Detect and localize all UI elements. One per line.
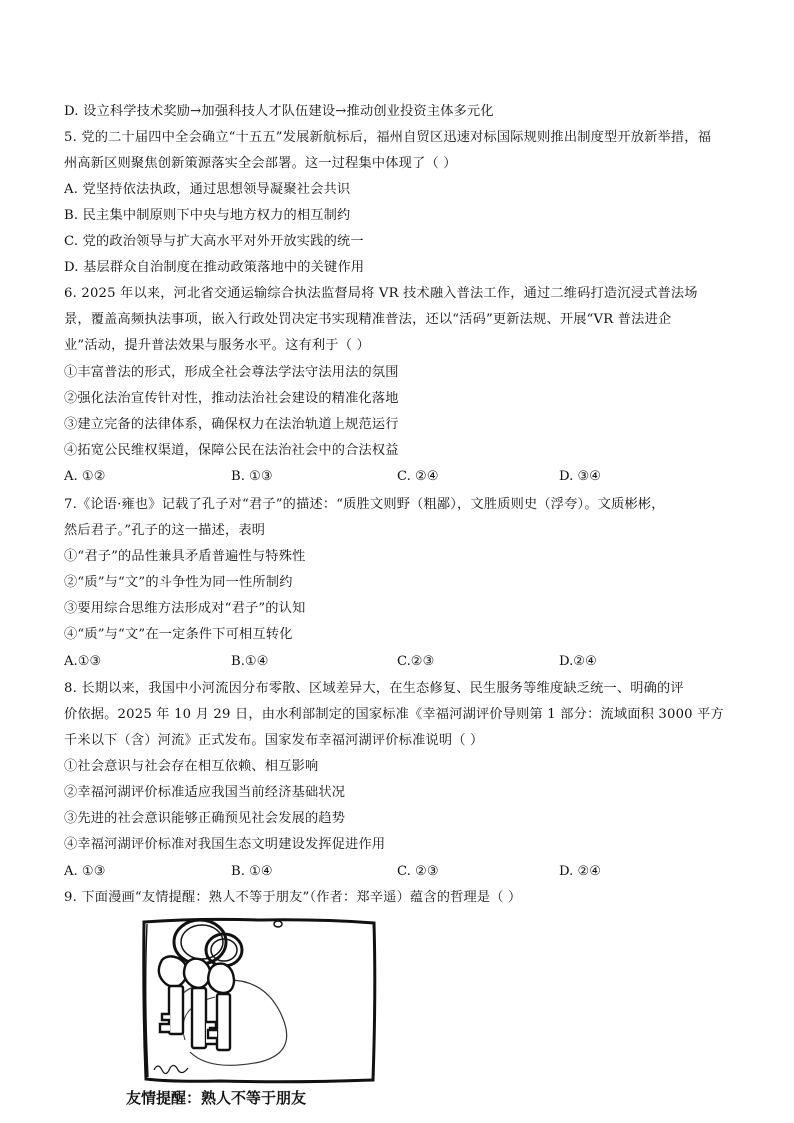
q8-stem-line-3: 千米以下（含）河流》正式发布。国家发布幸福河湖评价标准说明（ ） <box>64 733 484 748</box>
q7-choices <box>64 652 730 672</box>
q6-choice-c: C. ②④ <box>397 469 439 484</box>
q5-stem-line-1: 5. 党的二十届四中全会确立“十五五”发展新航标后，福州自贸区迅速对标国际规则推出制度型开放新举措，福 <box>64 130 712 145</box>
q8-item-2: ②幸福河湖评价标准适应我国当前经济基础状况 <box>64 785 346 800</box>
q5-option-c: C. 党的政治领导与扩大高水平对外开放实践的统一 <box>64 234 364 249</box>
cartoon-caption: 友情提醒：熟人不等于朋友 <box>126 1089 307 1107</box>
q7-choice-a: A.①③ <box>64 654 102 669</box>
q6-stem-line-1: 6. 2025 年以来，河北省交通运输综合执法监督局将 VR 技术融入普法工作，通过二维码打造沉浸式普法场 <box>64 286 698 301</box>
q8-choice-c: C. ②③ <box>397 864 439 879</box>
q6-stem-line-3: 业”活动，提升普法效果与服务水平。这有利于（ ） <box>64 338 370 353</box>
q8-stem-line-1: 8. 长期以来，我国中小河流因分布零散、区域差异大，在生态修复、民生服务等维度缺乏统一、明确的评 <box>64 681 684 696</box>
q6-item-2: ②强化法治宣传针对性，推动法治社会建设的精准化落地 <box>64 391 399 406</box>
q8-choice-b: B. ①④ <box>231 864 273 879</box>
q9-stem: 9. 下面漫画“友情提醒：熟人不等于朋友”（作者：郑辛遥）蕴含的哲理是（ ） <box>64 890 522 905</box>
q8-choice-d: D. ②④ <box>559 864 602 879</box>
q7-item-3: ③要用综合思维方法形成对“君子”的认知 <box>64 601 306 616</box>
q7-stem-line-2: 然后君子。”孔子的这一描述，表明 <box>64 523 266 538</box>
q6-item-3: ③建立完备的法律体系，确保权力在法治轨道上规范运行 <box>64 417 399 432</box>
q6-stem-line-2: 景，覆盖高频执法事项，嵌入行政处罚决定书实现精准普法，还以“活码”更新法规、开展“VR 普法进企 <box>64 312 672 327</box>
q7-item-4: ④“质”与“文”在一定条件下可相互转化 <box>64 627 293 642</box>
q5-option-b: B. 民主集中制原则下中央与地方权力的相互制约 <box>64 208 351 223</box>
q5-option-a: A. 党坚持依法执政，通过思想领导凝聚社会共识 <box>64 182 351 197</box>
q8-item-4: ④幸福河湖评价标准对我国生态文明建设发挥促进作用 <box>64 837 386 852</box>
q8-choices <box>64 862 730 882</box>
q7-item-2: ②“质”与“文”的斗争性为同一性所制约 <box>64 575 293 590</box>
q6-choice-a: A. ①② <box>64 469 106 484</box>
q7-item-1: ①“君子”的品性兼具矛盾普遍性与特殊性 <box>64 549 306 564</box>
q5-option-d: D. 基层群众自治制度在推动政策落地中的关键作用 <box>64 260 365 275</box>
q8-stem-line-2: 价依据。2025 年 10 月 29 日，由水利部制定的国家标准《幸福河湖评价导则第 1 部分：流域面积 3000 平方 <box>64 707 724 722</box>
q7-choice-d: D.②④ <box>559 654 597 669</box>
keys-on-ring-illustration <box>140 912 380 1087</box>
q7-stem-line-1: 7.《论语·雍也》记载了孔子对“君子”的描述：“质胜文则野（粗鄙），文胜质则史（浮夸）。文质彬彬， <box>64 497 665 512</box>
q7-choice-b: B.①④ <box>231 654 269 669</box>
q6-choice-d: D. ③④ <box>559 469 602 484</box>
q6-choice-b: B. ①③ <box>231 469 273 484</box>
q8-item-1: ①社会意识与社会存在相互依赖、相互影响 <box>64 759 319 774</box>
q7-choice-c: C.②③ <box>397 654 435 669</box>
q4-option-d: D. 设立科学技术奖励→加强科技人才队伍建设→推动创业投资主体多元化 <box>64 104 494 119</box>
q6-item-1: ①丰富普法的形式，形成全社会尊法学法守法用法的氛围 <box>64 365 399 380</box>
q5-stem-line-2: 州高新区则聚焦创新策源落实全会部署。这一过程集中体现了（ ） <box>64 156 457 171</box>
q8-choice-a: A. ①③ <box>64 864 106 879</box>
q6-choices <box>64 467 730 487</box>
q6-item-4: ④拓宽公民维权渠道，保障公民在法治社会中的合法权益 <box>64 443 399 458</box>
q8-item-3: ③先进的社会意识能够正确预见社会发展的趋势 <box>64 811 346 826</box>
